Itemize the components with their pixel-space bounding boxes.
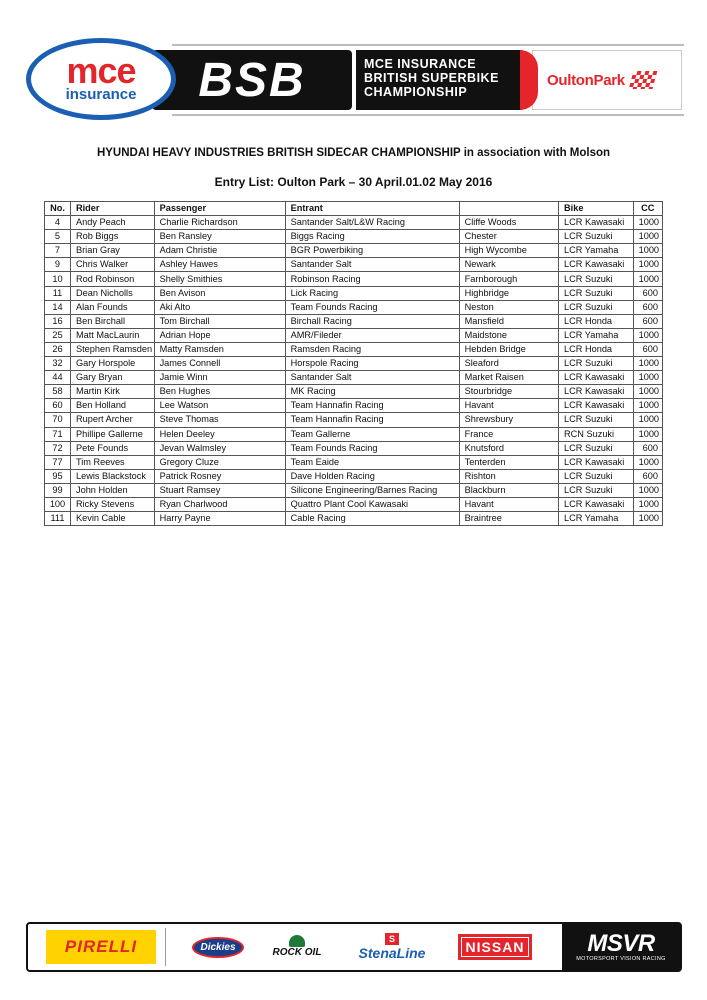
cell-entrant: Birchall Racing	[285, 314, 459, 328]
cell-cc: 1000	[633, 427, 662, 441]
oulton-park-logo-text: OultonPark	[547, 71, 625, 89]
cell-no: 7	[45, 244, 71, 258]
cell-passenger: Stuart Ramsey	[154, 483, 285, 497]
cell-bike: LCR Kawasaki	[559, 216, 634, 230]
cell-no: 9	[45, 258, 71, 272]
cell-bike: LCR Suzuki	[559, 272, 634, 286]
oulton-park-logo	[532, 50, 682, 110]
cell-cc: 1000	[633, 328, 662, 342]
cell-cc: 1000	[633, 216, 662, 230]
cell-entrant: Horspole Racing	[285, 357, 459, 371]
cell-entrant: Lick Racing	[285, 286, 459, 300]
table-row	[45, 300, 663, 314]
cell-town: High Wycombe	[459, 244, 558, 258]
entry-list-table	[44, 201, 663, 526]
cell-cc: 1000	[633, 512, 662, 526]
nissan-logo	[452, 930, 538, 964]
cell-bike: LCR Kawasaki	[559, 497, 634, 511]
pirelli-logo-text: PIRELLI	[64, 937, 138, 956]
cell-town: Cliffe Woods	[459, 216, 558, 230]
cell-passenger: Ryan Charlwood	[154, 497, 285, 511]
cell-bike: LCR Suzuki	[559, 286, 634, 300]
cell-no: 4	[45, 216, 71, 230]
cell-entrant: Team Gallerne	[285, 427, 459, 441]
table-row	[45, 328, 663, 342]
cell-entrant: Silicone Engineering/Barnes Racing	[285, 483, 459, 497]
banner-top-rule	[172, 44, 684, 46]
cell-entrant: Ramsden Racing	[285, 342, 459, 356]
cell-rider: Martin Kirk	[70, 385, 154, 399]
cell-entrant: Team Hannafin Racing	[285, 413, 459, 427]
cell-passenger: Aki Alto	[154, 300, 285, 314]
cell-entrant: Quattro Plant Cool Kawasaki	[285, 497, 459, 511]
cell-town: Newark	[459, 258, 558, 272]
cell-entrant: Santander Salt	[285, 371, 459, 385]
cell-passenger: Patrick Rosney	[154, 469, 285, 483]
cell-town: Knutsford	[459, 441, 558, 455]
cell-passenger: Matty Ramsden	[154, 342, 285, 356]
cell-passenger: James Connell	[154, 357, 285, 371]
rock-oil-logo-text: ROCK OIL	[272, 947, 322, 958]
pirelli-logo	[46, 930, 156, 964]
cell-rider: Alan Founds	[70, 300, 154, 314]
cell-cc: 1000	[633, 455, 662, 469]
red-swoosh-decoration	[520, 50, 538, 110]
cell-bike: LCR Honda	[559, 342, 634, 356]
table-row	[45, 286, 663, 300]
mce-logo-text: mce	[66, 50, 136, 91]
cell-no: 77	[45, 455, 71, 469]
cell-bike: LCR Kawasaki	[559, 399, 634, 413]
header-no: No.	[45, 202, 71, 216]
cell-town: Market Raisen	[459, 371, 558, 385]
cell-bike: LCR Suzuki	[559, 441, 634, 455]
cell-town: Farnborough	[459, 272, 558, 286]
cell-town: Hebden Bridge	[459, 342, 558, 356]
rock-oil-logo	[268, 930, 326, 964]
cell-rider: Stephen Ramsden	[70, 342, 154, 356]
cell-no: 58	[45, 385, 71, 399]
document-subtitle: Entry List: Oulton Park – 30 April.01.02 May 2016	[214, 175, 493, 189]
table-header-row	[45, 202, 663, 216]
cell-bike: LCR Kawasaki	[559, 258, 634, 272]
cell-entrant: Team Founds Racing	[285, 300, 459, 314]
header-rider: Rider	[70, 202, 154, 216]
cell-rider: Lewis Blackstock	[70, 469, 154, 483]
cell-entrant: Santander Salt/L&W Racing	[285, 216, 459, 230]
table-row	[45, 314, 663, 328]
table-row	[45, 216, 663, 230]
cell-bike: LCR Suzuki	[559, 230, 634, 244]
dickies-logo	[186, 930, 250, 964]
banner-bottom-rule	[172, 114, 684, 116]
stena-line-logo	[346, 930, 438, 964]
cell-passenger: Jamie Winn	[154, 371, 285, 385]
cell-rider: John Holden	[70, 483, 154, 497]
cell-no: 11	[45, 286, 71, 300]
cell-no: 100	[45, 497, 71, 511]
table-row	[45, 413, 663, 427]
cell-no: 44	[45, 371, 71, 385]
cell-no: 70	[45, 413, 71, 427]
cell-cc: 1000	[633, 497, 662, 511]
cell-bike: LCR Yamaha	[559, 328, 634, 342]
cell-rider: Brian Gray	[70, 244, 154, 258]
cell-entrant: AMR/Fileder	[285, 328, 459, 342]
table-row	[45, 385, 663, 399]
cell-entrant: Robinson Racing	[285, 272, 459, 286]
cell-passenger: Adam Christie	[154, 244, 285, 258]
cell-passenger: Ben Avison	[154, 286, 285, 300]
mce-insurance-logo	[26, 38, 176, 120]
table-body	[45, 216, 663, 526]
mce-logo-subtext: insurance	[65, 86, 137, 103]
cell-cc: 1000	[633, 230, 662, 244]
cell-town: Sleaford	[459, 357, 558, 371]
cell-cc: 1000	[633, 371, 662, 385]
cell-no: 95	[45, 469, 71, 483]
msvr-logo	[562, 924, 680, 970]
cell-entrant: Team Founds Racing	[285, 441, 459, 455]
cell-town: Neston	[459, 300, 558, 314]
table-row	[45, 483, 663, 497]
table-row	[45, 399, 663, 413]
cell-town: France	[459, 427, 558, 441]
cell-rider: Rob Biggs	[70, 230, 154, 244]
cell-rider: Rupert Archer	[70, 413, 154, 427]
sponsor-divider	[165, 928, 166, 966]
cell-bike: LCR Kawasaki	[559, 385, 634, 399]
cell-cc: 1000	[633, 483, 662, 497]
cell-rider: Ben Birchall	[70, 314, 154, 328]
cell-rider: Andy Peach	[70, 216, 154, 230]
cell-bike: LCR Yamaha	[559, 244, 634, 258]
cell-town: Tenterden	[459, 455, 558, 469]
oil-drop-icon	[289, 935, 305, 947]
cell-passenger: Gregory Cluze	[154, 455, 285, 469]
table-row	[45, 469, 663, 483]
cell-rider: Ben Holland	[70, 399, 154, 413]
cell-rider: Pete Founds	[70, 441, 154, 455]
cell-cc: 600	[633, 300, 662, 314]
championship-line-2: BRITISH SUPERBIKE	[364, 71, 499, 85]
header-entrant: Entrant	[285, 202, 459, 216]
cell-no: 71	[45, 427, 71, 441]
cell-passenger: Adrian Hope	[154, 328, 285, 342]
cell-bike: LCR Suzuki	[559, 413, 634, 427]
championship-name-block	[356, 50, 522, 110]
cell-town: Havant	[459, 399, 558, 413]
chequered-flag-icon	[628, 71, 657, 89]
header-cc: CC	[633, 202, 662, 216]
table-row	[45, 427, 663, 441]
table-row	[45, 512, 663, 526]
cell-cc: 1000	[633, 272, 662, 286]
cell-bike: LCR Suzuki	[559, 483, 634, 497]
cell-town: Chester	[459, 230, 558, 244]
table-row	[45, 455, 663, 469]
cell-rider: Ricky Stevens	[70, 497, 154, 511]
cell-passenger: Harry Payne	[154, 512, 285, 526]
cell-entrant: Dave Holden Racing	[285, 469, 459, 483]
cell-passenger: Ben Ransley	[154, 230, 285, 244]
header-town	[459, 202, 558, 216]
cell-no: 60	[45, 399, 71, 413]
cell-cc: 1000	[633, 258, 662, 272]
table-row	[45, 441, 663, 455]
table-row	[45, 230, 663, 244]
cell-rider: Gary Bryan	[70, 371, 154, 385]
cell-rider: Matt MacLaurin	[70, 328, 154, 342]
table-row	[45, 272, 663, 286]
cell-rider: Dean Nicholls	[70, 286, 154, 300]
nissan-logo-text: NISSAN	[458, 934, 533, 960]
cell-passenger: Steve Thomas	[154, 413, 285, 427]
cell-rider: Phillipe Gallerne	[70, 427, 154, 441]
bsb-logo-text: BSB	[198, 53, 306, 107]
cell-passenger: Jevan Walmsley	[154, 441, 285, 455]
cell-entrant: MK Racing	[285, 385, 459, 399]
table-row	[45, 342, 663, 356]
header-passenger: Passenger	[154, 202, 285, 216]
cell-no: 99	[45, 483, 71, 497]
cell-entrant: Santander Salt	[285, 258, 459, 272]
cell-no: 5	[45, 230, 71, 244]
cell-town: Mansfield	[459, 314, 558, 328]
cell-bike: RCN Suzuki	[559, 427, 634, 441]
cell-rider: Tim Reeves	[70, 455, 154, 469]
cell-rider: Kevin Cable	[70, 512, 154, 526]
cell-cc: 1000	[633, 385, 662, 399]
cell-passenger: Tom Birchall	[154, 314, 285, 328]
cell-cc: 1000	[633, 399, 662, 413]
cell-cc: 600	[633, 314, 662, 328]
cell-bike: LCR Suzuki	[559, 357, 634, 371]
cell-passenger: Charlie Richardson	[154, 216, 285, 230]
cell-no: 16	[45, 314, 71, 328]
header-bike: Bike	[559, 202, 634, 216]
cell-entrant: BGR Powerbiking	[285, 244, 459, 258]
cell-town: Havant	[459, 497, 558, 511]
cell-no: 111	[45, 512, 71, 526]
cell-town: Braintree	[459, 512, 558, 526]
dickies-logo-text: Dickies	[192, 937, 243, 958]
cell-passenger: Helen Deeley	[154, 427, 285, 441]
cell-no: 72	[45, 441, 71, 455]
cell-passenger: Shelly Smithies	[154, 272, 285, 286]
table-row	[45, 497, 663, 511]
cell-passenger: Lee Watson	[154, 399, 285, 413]
stena-line-logo-text: StenaLine	[358, 945, 426, 961]
cell-cc: 1000	[633, 413, 662, 427]
cell-cc: 1000	[633, 357, 662, 371]
cell-entrant: Cable Racing	[285, 512, 459, 526]
cell-bike: LCR Honda	[559, 314, 634, 328]
document-title: HYUNDAI HEAVY INDUSTRIES BRITISH SIDECAR CHAMPIONSHIP in association with Molson	[96, 147, 611, 159]
cell-rider: Gary Horspole	[70, 357, 154, 371]
msvr-logo-text: MSVR	[587, 929, 655, 957]
table-row	[45, 258, 663, 272]
cell-entrant: Team Eaide	[285, 455, 459, 469]
cell-rider: Rod Robinson	[70, 272, 154, 286]
cell-town: Blackburn	[459, 483, 558, 497]
header-banner	[22, 38, 684, 122]
cell-town: Stourbridge	[459, 385, 558, 399]
championship-line-3: CHAMPIONSHIP	[364, 85, 468, 99]
cell-cc: 600	[633, 342, 662, 356]
cell-bike: LCR Kawasaki	[559, 455, 634, 469]
cell-town: Rishton	[459, 469, 558, 483]
table-row	[45, 371, 663, 385]
cell-entrant: Biggs Racing	[285, 230, 459, 244]
cell-cc: 600	[633, 441, 662, 455]
table-row	[45, 357, 663, 371]
cell-bike: LCR Suzuki	[559, 469, 634, 483]
cell-town: Maidstone	[459, 328, 558, 342]
cell-no: 25	[45, 328, 71, 342]
stena-mark-icon: S	[385, 933, 399, 945]
cell-bike: LCR Suzuki	[559, 300, 634, 314]
cell-bike: LCR Kawasaki	[559, 371, 634, 385]
cell-passenger: Ashley Hawes	[154, 258, 285, 272]
cell-town: Shrewsbury	[459, 413, 558, 427]
cell-town: Highbridge	[459, 286, 558, 300]
table-row	[45, 244, 663, 258]
bsb-logo	[152, 50, 352, 110]
msvr-logo-subtext: MOTORSPORT VISION RACING	[576, 955, 666, 962]
cell-bike: LCR Yamaha	[559, 512, 634, 526]
cell-cc: 600	[633, 469, 662, 483]
cell-entrant: Team Hannafin Racing	[285, 399, 459, 413]
cell-no: 10	[45, 272, 71, 286]
cell-rider: Chris Walker	[70, 258, 154, 272]
cell-cc: 1000	[633, 244, 662, 258]
championship-line-1: MCE INSURANCE	[364, 57, 477, 71]
cell-cc: 600	[633, 286, 662, 300]
cell-no: 26	[45, 342, 71, 356]
cell-no: 14	[45, 300, 71, 314]
cell-passenger: Ben Hughes	[154, 385, 285, 399]
sponsor-footer	[26, 922, 682, 972]
cell-no: 32	[45, 357, 71, 371]
